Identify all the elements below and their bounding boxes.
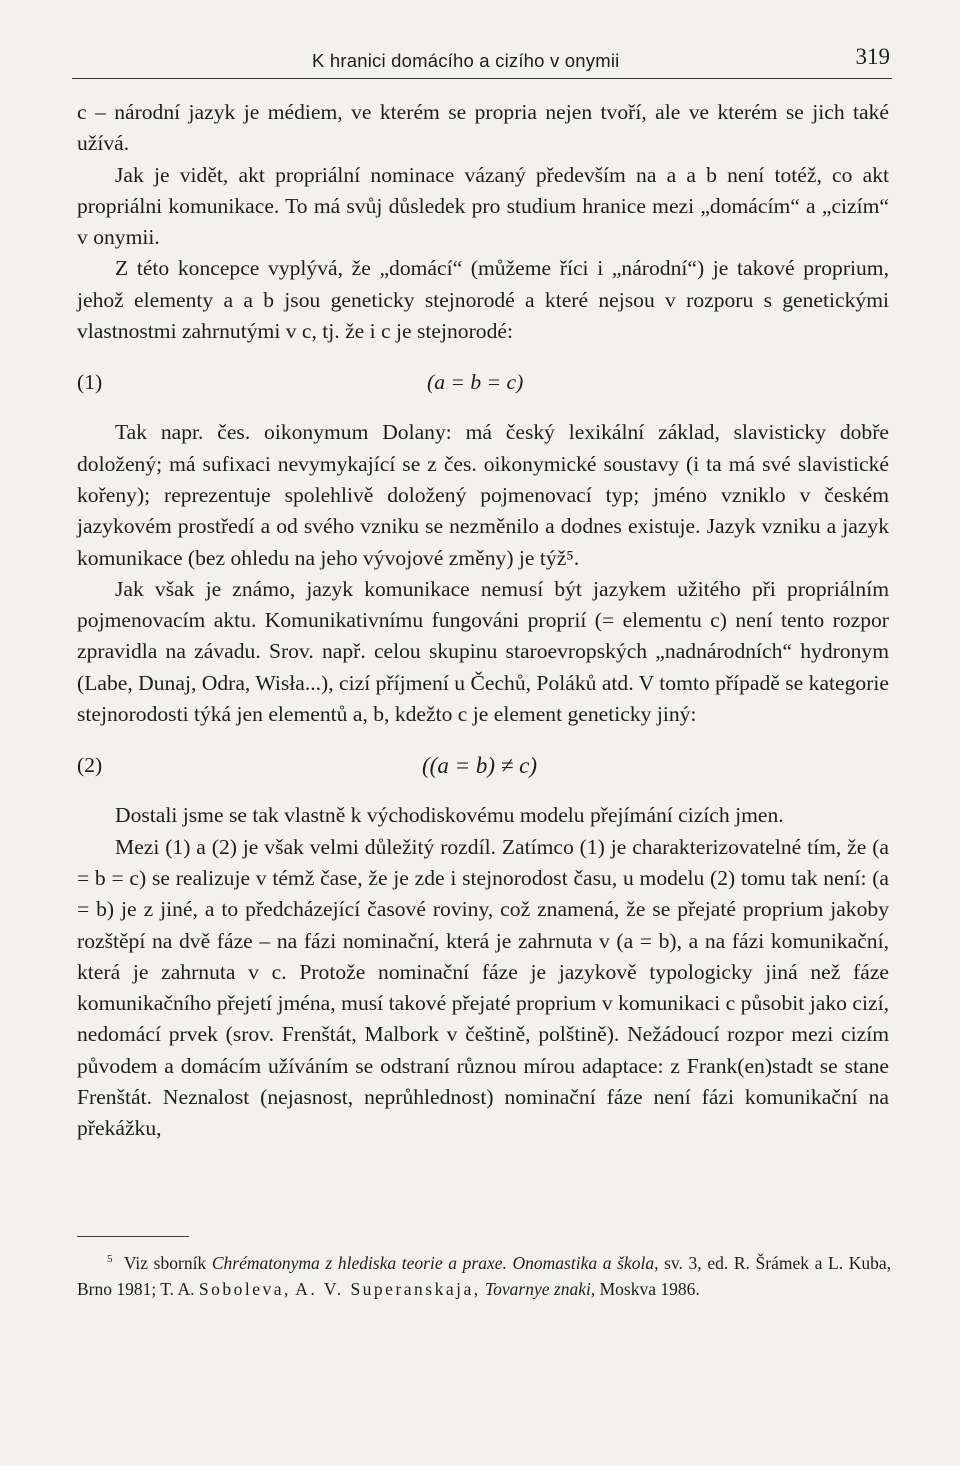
paragraph-2: Jak je vidět, akt propriální nominace vázaný především na a a b není totéž, co akt propriálni komunikace. To má svůj důsledek pro studium hranice mezi „domácím“ a „cizím“ v onymii.	[77, 162, 889, 250]
footnote-lead: Viz sborník	[123, 1252, 207, 1273]
formula-1-expression: (a = b = c)	[427, 370, 524, 395]
formula-1-number: (1)	[77, 370, 103, 395]
formula-2	[77, 738, 889, 796]
paragraph-6: Dostali jsme se tak vlastně k východiskovému modelu přejímání cizích jmen.	[115, 803, 784, 828]
paragraph-3: Z této koncepce vyplývá, že „domácí“ (můžeme říci i „národní“) je takové proprium, jehož elementy a a b jsou geneticky stejnorodé a které nejsou v rozporu s genetickými vlastnostmi zahrnutými v c, tj. že i c je stejnorodé:	[77, 256, 889, 344]
paragraph-1: c – národní jazyk je médiem, ve kterém se propria nejen tvoří, ale ve kterém se jich také užívá.	[77, 100, 889, 156]
paragraph-7: Mezi (1) a (2) je však velmi důležitý rozdíl. Zatímco (1) je charakterizovatelné tím, že (a = b = c) se realizuje v témž čase, že je zde i stejnorodost času, u modelu (2) tomu tak není: (a = b) je z jiné, a to předcházející časové roviny, což znamená, že se přejaté proprium jakoby rozštěpí na dvě fáze – na fázi nominační, která je zahrnuta v (a = b), a na fázi komunikační, která je zahrnuta v c. Protože nominační fáze je jazykově typologicky jiná než fáze komunikačního přejetí jména, musí takové přejaté proprium v komunikaci c působit jako cizí, nedomácí prvek (srov. Frenštát, Malbork v češtině, polštině). Nežádoucí rozpor mezi cizím původem a domácím užíváním se odstraní různou mírou adaptace: z Frank(en)stadt se stane Frenštát. Neznalost (nejasnost, neprůhlednost) nominační fáze není fázi komunikační na překážku,	[77, 834, 889, 1141]
body-text	[77, 97, 889, 1145]
footnote-details: sv. 3, ed. R. Šrámek a L. Kuba, Brno 1981; T. A.	[77, 1252, 892, 1299]
paragraph-4: Tak napr. čes. oikonymum Dolany: má český lexikální základ, slavisticky dobře doložený; má sufixaci nevymykající se z čes. oikonymické soustavy (i ta má své slavistické kořeny); reprezentuje spolehlivě doložený pojmenovací typ; jméno vzniklo v českém jazykovém prostředí a od svého vzniku se nezměnilo a dodnes existuje. Jazyk vzniku a jazyk komunikace (bez ohledu na jeho vývojové změny) je týž⁵.	[77, 420, 889, 570]
running-head	[72, 38, 892, 79]
formula-2-expression: ((a = b) ≠ c)	[422, 753, 537, 779]
footnote-city: Moskva 1986.	[599, 1278, 700, 1299]
footnote-rule	[77, 1236, 189, 1237]
footnote-author-1: Soboleva,	[198, 1278, 291, 1299]
footnote-marker: 5	[107, 1253, 113, 1265]
footnote-work-title-2: Tovarnye znaki,	[485, 1278, 596, 1299]
footnote-author-2: A. V. Superanskaja,	[295, 1278, 481, 1299]
formula-1	[77, 355, 889, 413]
page-number: 319	[855, 44, 890, 69]
footnote	[77, 1246, 891, 1302]
footnote-work-title: Chrématonyma z hlediska teorie a praxe. Onomastika a škola,	[211, 1252, 659, 1273]
running-title: K hranici domácího a cizího v onymii	[312, 50, 620, 71]
formula-2-number: (2)	[77, 753, 103, 778]
paragraph-5: Jak však je známo, jazyk komunikace nemusí být jazykem užitého při propriálním pojmenovacím aktu. Komunikativnímu fungováni proprií (= elementu c) není tento rozpor zpravidla na závadu. Srov. např. celou skupinu staroevropských „nadnárodních“ hydronym (Labe, Dunaj, Odra, Wisła...), cizí příjmení u Čechů, Poláků atd. V tomto případě se kategorie stejnorodosti týká jen elementů a, b, kdežto c je element geneticky jiný:	[77, 576, 889, 727]
